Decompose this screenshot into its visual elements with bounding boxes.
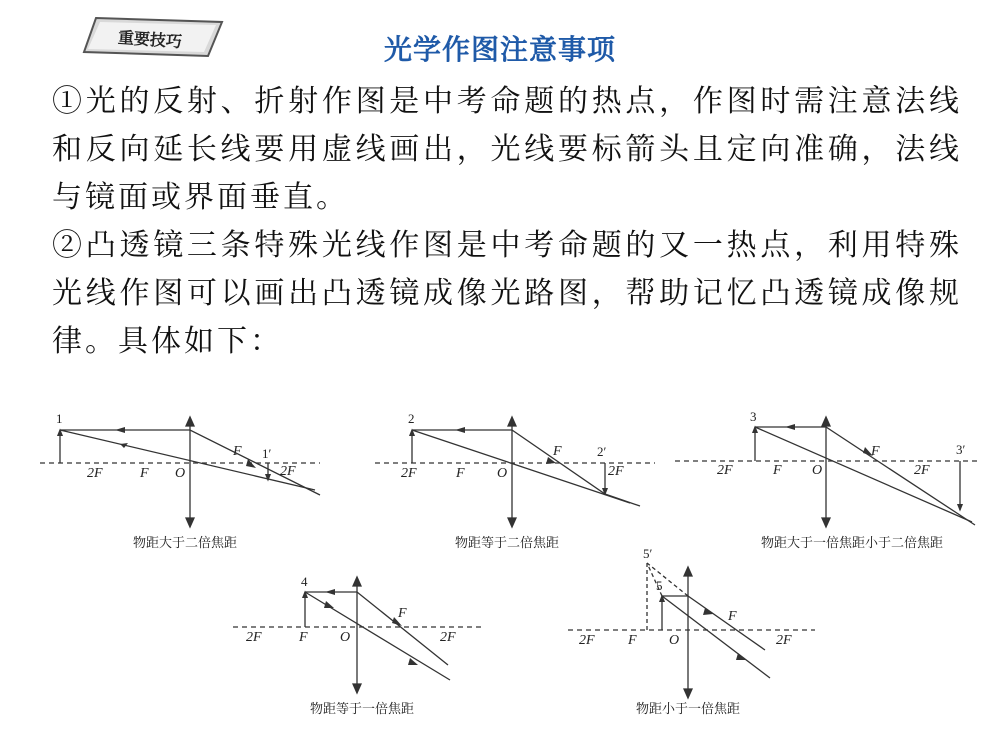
- diagram-5-caption: 物距小于一倍焦距: [635, 701, 741, 716]
- image-2-label: 2′: [597, 444, 607, 459]
- object-4-label: 4: [301, 574, 308, 589]
- center-label: O: [669, 633, 680, 648]
- double-focus-label: 2F: [579, 633, 595, 648]
- double-focus-label: 2F: [440, 630, 456, 645]
- diagram-1-labels: [56, 411, 296, 550]
- focus-label: F: [140, 466, 149, 481]
- badge-label: 重要技巧: [117, 27, 183, 52]
- focus-label: F: [728, 609, 737, 624]
- focus-label: F: [553, 444, 562, 459]
- diagram-2-caption: 物距等于二倍焦距: [454, 535, 560, 550]
- focus-label: F: [456, 466, 465, 481]
- double-focus-label: 2F: [914, 463, 930, 478]
- paragraph-reflection-refraction: ①光的反射、折射作图是中考命题的热点，作图时需注意法线和反向延长线要用虚线画出，光线要标箭头且定向准确，法线与镜面或界面垂直。: [52, 84, 962, 215]
- double-focus-label: 2F: [87, 466, 103, 481]
- image-5-label: 5′: [643, 546, 653, 561]
- center-label: O: [812, 463, 823, 478]
- double-focus-label: 2F: [246, 630, 262, 645]
- focus-label: F: [398, 606, 407, 621]
- object-3-label: 3: [750, 409, 757, 424]
- focus-label: F: [233, 444, 242, 459]
- image-3-label: 3′: [956, 442, 966, 457]
- image-1-label: 1′: [262, 446, 272, 461]
- diagram-1-caption: 物距大于二倍焦距: [132, 535, 238, 550]
- paragraph-convex-lens: ②凸透镜三条特殊光线作图是中考命题的又一热点，利用特殊光线作图可以画出凸透镜成像光路图，帮助记忆凸透镜成像规律。具体如下：: [52, 228, 962, 359]
- object-1-label: 1: [56, 411, 63, 426]
- diagram-4-caption: 物距等于一倍焦距: [309, 701, 415, 716]
- diagram-5: [568, 563, 815, 698]
- center-label: O: [340, 630, 351, 645]
- center-label: O: [175, 466, 186, 481]
- focus-label: F: [628, 633, 637, 648]
- focus-label: F: [773, 463, 782, 478]
- focus-label: F: [871, 444, 880, 459]
- focus-label: F: [299, 630, 308, 645]
- convex-lens-ray-diagrams: [0, 400, 1000, 735]
- center-label: O: [497, 466, 508, 481]
- diagram-3-labels: [717, 409, 966, 550]
- diagram-3-caption: 物距大于一倍焦距小于二倍焦距: [760, 535, 944, 550]
- diagram-4-labels: [246, 574, 456, 716]
- double-focus-label: 2F: [776, 633, 792, 648]
- object-2-label: 2: [408, 411, 415, 426]
- object-5-label: 5: [656, 578, 663, 593]
- page-title: 光学作图注意事项: [383, 33, 616, 66]
- double-focus-label: 2F: [401, 466, 417, 481]
- double-focus-label: 2F: [717, 463, 733, 478]
- double-focus-label: 2F: [608, 464, 624, 479]
- double-focus-label: 2F: [280, 464, 296, 479]
